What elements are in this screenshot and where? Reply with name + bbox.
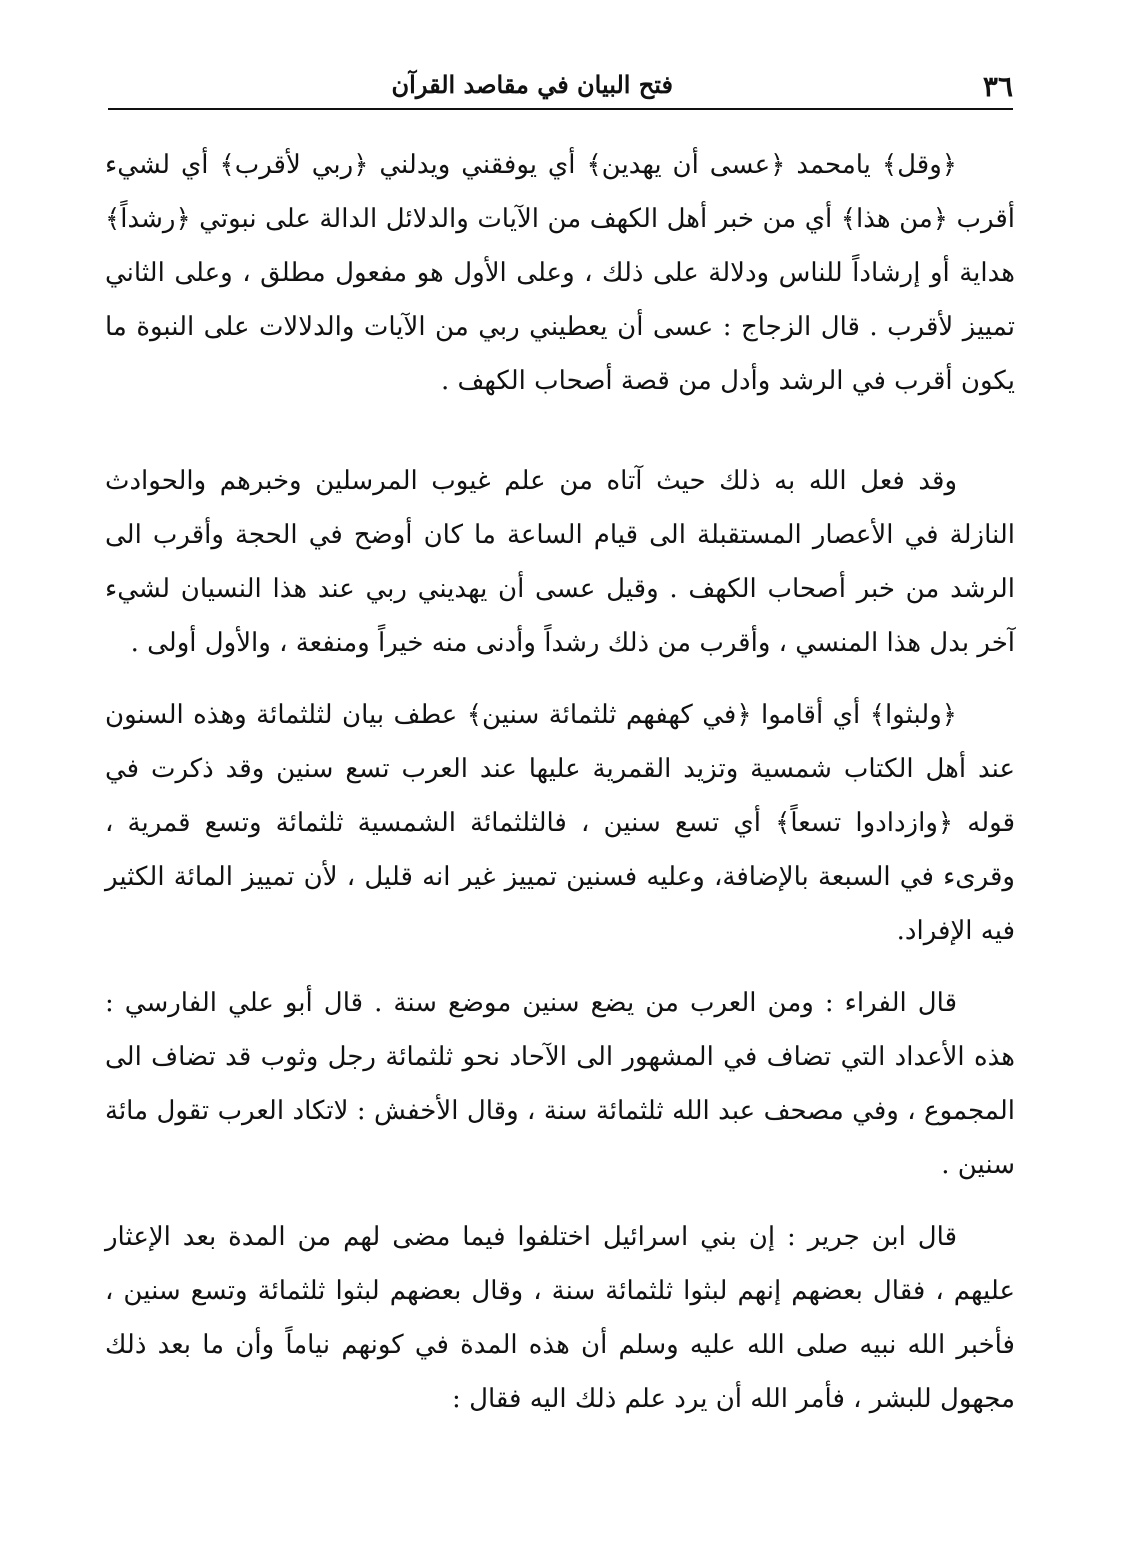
paragraph: وقد فعل الله به ذلك حيث آتاه من علم غيوب المرسلين وخبرهم والحوادث النازلة في الأعصار المستقبلة الى قيام الساعة ما كان أوضح في الحجة وأقرب الى الرشد من خبر أصحاب الكهف . وقيل عسى أن يهديني ربي عند هذا النسيان لشيء آخر بدل هذا المنسي ، وأقرب من ذلك رشداً وأدنى منه خيراً ومنفعة ، والأول أولى .	[105, 466, 1015, 658]
page-number: ٣٦	[982, 70, 1013, 103]
body-text	[105, 138, 1015, 1426]
paragraph: قال ابن جرير : إن بني اسرائيل اختلفوا فيما مضى لهم من المدة بعد الإعثار عليهم ، فقال بعضهم إنهم لبثوا ثلثمائة سنة ، وقال بعضهم لبثوا ثلثمائة وتسع سنين ، فأخبر الله نبيه صلى الله عليه وسلم أن هذه المدة في كونهم نياماً وأن ما بعد ذلك مجهول للبشر ، فأمر الله أن يرد علم ذلك اليه فقال :	[105, 1222, 1015, 1414]
paragraph: ﴿ولبثوا﴾ أي أقاموا ﴿في كهفهم ثلثمائة سنين﴾ عطف بيان لثلثمائة وهذه السنون عند أهل الكتاب شمسية وتزيد القمرية عليها عند العرب تسع سنين وقد ذكرت في قوله ﴿وازدادوا تسعاً﴾ أي تسع سنين ، فالثلثمائة الشمسية ثلثمائة وتسع قمرية ، وقرىء في السبعة بالإضافة، وعليه فسنين تمييز غير انه قليل ، لأن تمييز المائة الكثير فيه الإفراد.	[105, 700, 1015, 946]
running-title: فتح البيان في مقاصد القرآن	[391, 70, 673, 99]
header-rule	[108, 108, 1013, 110]
paragraph: ﴿وقل﴾ يامحمد ﴿عسى أن يهدين﴾ أي يوفقني ويدلني ﴿ربي لأقرب﴾ أي لشيء أقرب ﴿من هذا﴾ أي من خبر أهل الكهف من الآيات والدلائل الدالة على نبوتي ﴿رشداً﴾ هداية أو إرشاداً للناس ودلالة على ذلك ، وعلى الأول هو مفعول مطلق ، وعلى الثاني تمييز لأقرب . قال الزجاج : عسى أن يعطيني ربي من الآيات والدلالات على النبوة ما يكون أقرب في الرشد وأدل من قصة أصحاب الكهف .	[105, 150, 1015, 396]
paragraph: قال الفراء : ومن العرب من يضع سنين موضع سنة . قال أبو علي الفارسي : هذه الأعداد التي تضاف في المشهور الى الآحاد نحو ثلثمائة رجل وثوب قد تضاف الى المجموع ، وفي مصحف عبد الله ثلثمائة سنة ، وقال الأخفش : لاتكاد العرب تقول مائة سنين .	[105, 988, 1015, 1180]
page-header	[108, 58, 1013, 110]
